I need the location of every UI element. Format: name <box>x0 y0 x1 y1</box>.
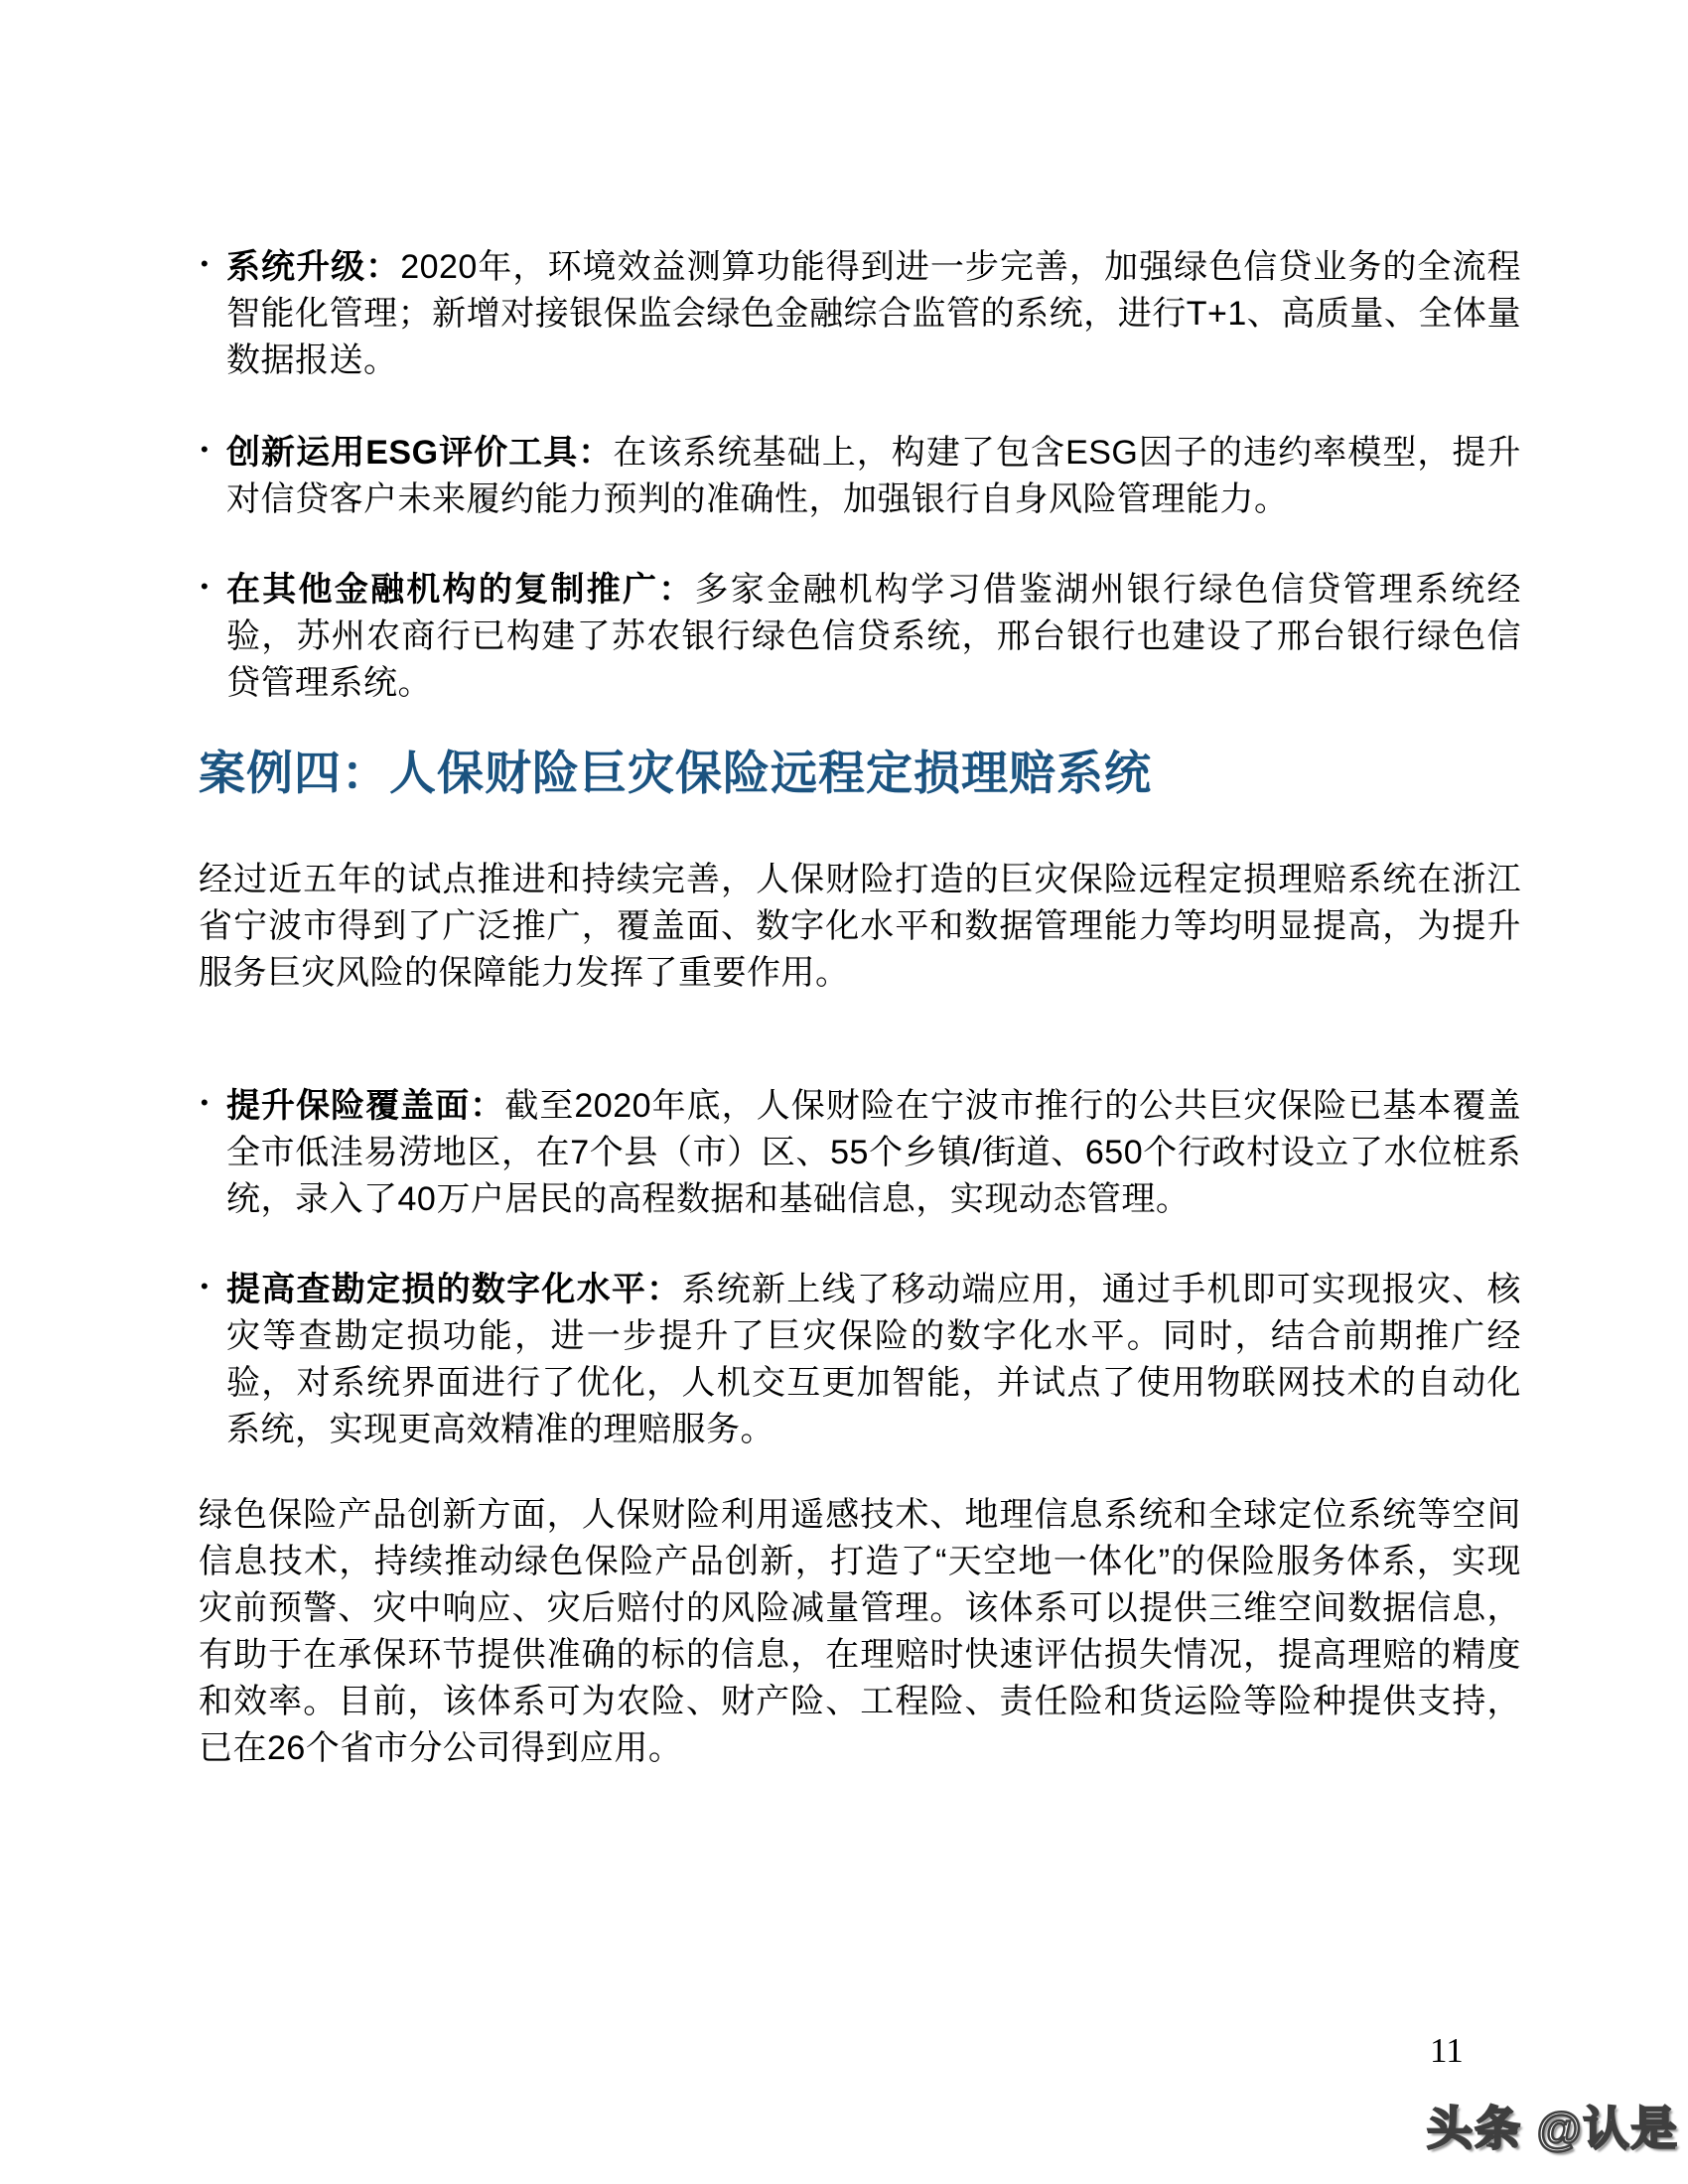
bullet-lead: 创新运用ESG评价工具： <box>226 434 614 472</box>
bullet-text: 多家金融机构学习借鉴湖州银行绿色信贷管理系统经验，苏州农商行已构建了苏农银行绿色信贷系统，邢台银行也建设了邢台银行绿色信贷管理系统。 <box>226 571 1522 702</box>
bullet-item-coverage <box>199 1083 1521 1223</box>
watermark-toutiao: 头条 @认是 <box>1427 2103 1679 2154</box>
bullet-icon: • <box>201 574 210 599</box>
bullet-lead: 系统升级： <box>226 248 401 286</box>
bullet-text: 系统新上线了移动端应用，通过手机即可实现报灾、核灾等查勘定损功能，进一步提升了巨灾保险的数字化水平。同时，结合前期推广经验，对系统界面进行了优化，人机交互更加智能，并试点了使用物联网技术的自动化系统，实现更高效精准的理赔服务。 <box>226 1271 1522 1448</box>
bullet-text: 截至2020年底，人保财险在宁波市推行的公共巨灾保险已基本覆盖全市低洼易涝地区，在7个县（市）区、55个乡镇/街道、650个行政村设立了水位桩系统，录入了40万户居民的高程数据和基础信息，实现动态管理。 <box>226 1087 1521 1218</box>
intro-paragraph: 经过近五年的试点推进和持续完善，人保财险打造的巨灾保险远程定损理赔系统在浙江省宁波市得到了广泛推广，覆盖面、数字化水平和数据管理能力等均明显提高，为提升服务巨灾风险的保障能力发挥了重要作用。 <box>199 861 1521 992</box>
bullet-lead: 提高查勘定损的数字化水平： <box>226 1271 682 1308</box>
bullet-icon: • <box>201 251 210 276</box>
bullet-item-replication <box>199 567 1521 707</box>
page-number: 11 <box>1430 2031 1464 2070</box>
bullet-icon: • <box>201 1090 210 1115</box>
green-insurance-paragraph: 绿色保险产品创新方面，人保财险利用遥感技术、地理信息系统和全球定位系统等空间信息技术，持续推动绿色保险产品创新，打造了“天空地一体化”的保险服务体系，实现灾前预警、灾中响应、灾后赔付的风险减量管理。该体系可以提供三维空间数据信息，有助于在承保环节提供准确的标的信息，在理赔时快速评估损失情况，提高理赔的精度和效率。目前，该体系可为农险、财产险、工程险、责任险和货运险等险种提供支持，已在26个省市分公司得到应用。 <box>199 1496 1521 1767</box>
bullet-lead: 在其他金融机构的复制推广： <box>226 571 695 609</box>
bullet-text: 2020年，环境效益测算功能得到进一步完善，加强绿色信贷业务的全流程智能化管理；新增对接银保监会绿色金融综合监管的系统，进行T+1、高质量、全体量数据报送。 <box>226 248 1522 379</box>
bullet-lead: 提升保险覆盖面： <box>226 1087 505 1125</box>
bullet-icon: • <box>201 437 210 462</box>
bullet-text: 在该系统基础上，构建了包含ESG因子的违约率模型，提升对信贷客户未来履约能力预判的准确性，加强银行自身风险管理能力。 <box>226 434 1521 518</box>
bullet-item-digitalization <box>199 1267 1521 1453</box>
section-heading-case-four: 案例四：人保财险巨灾保险远程定损理赔系统 <box>199 747 1152 799</box>
bullet-item-system-upgrade <box>199 244 1521 384</box>
bullet-item-esg-tool <box>199 430 1521 523</box>
bullet-icon: • <box>201 1274 210 1298</box>
